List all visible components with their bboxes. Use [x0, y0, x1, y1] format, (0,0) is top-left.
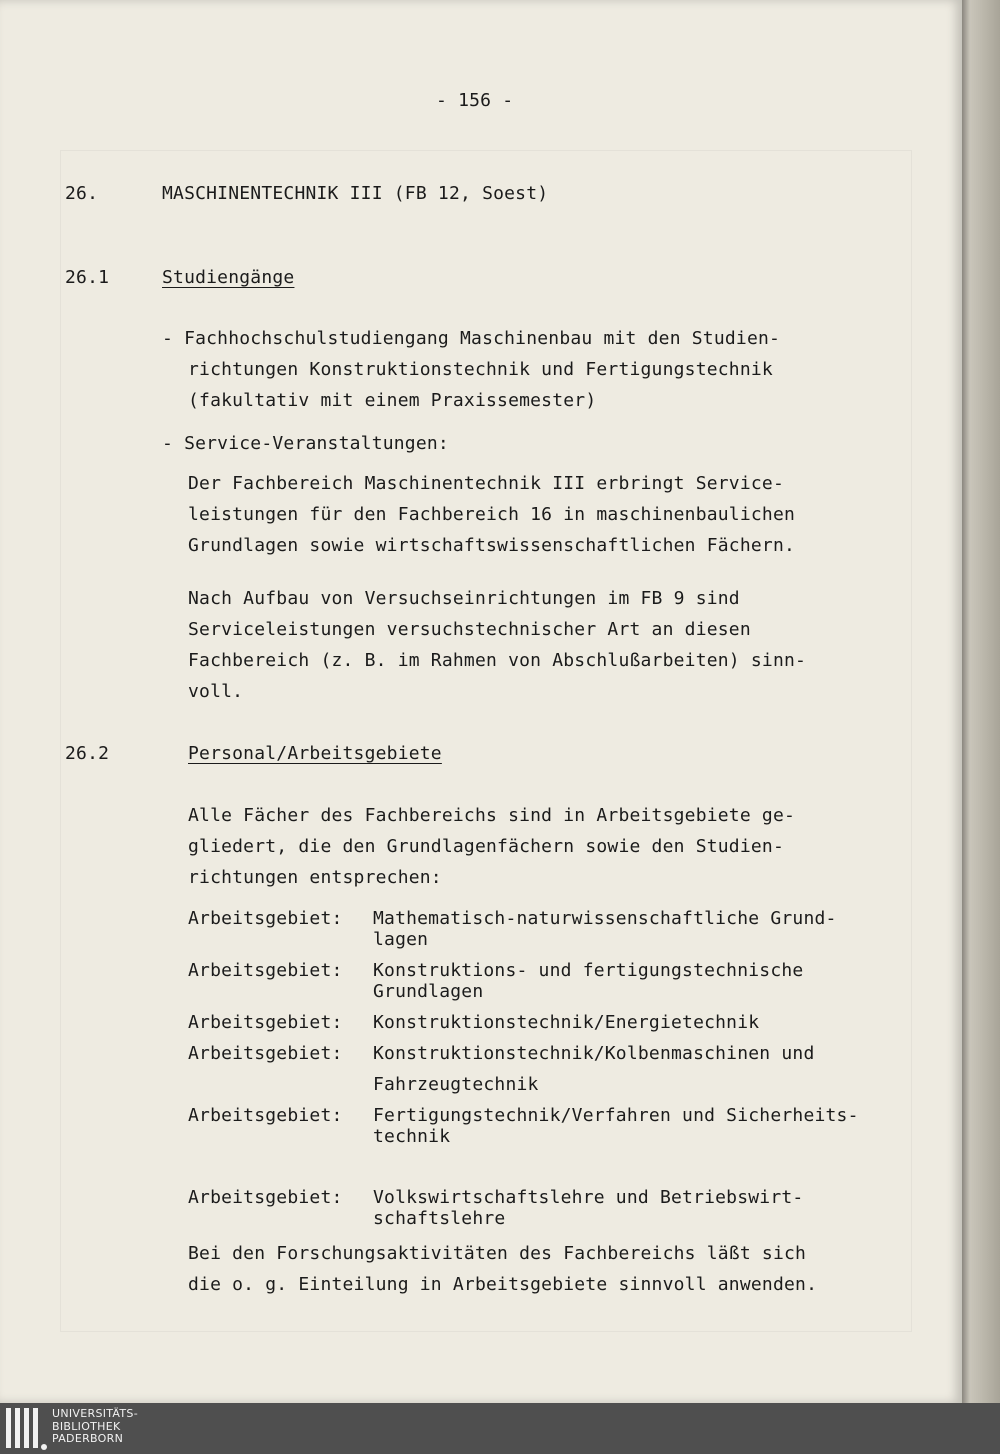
area-text: schaftslehre — [373, 1208, 506, 1229]
area-label: Arbeitsgebiet: — [188, 1012, 343, 1033]
library-logo-icon — [6, 1408, 46, 1450]
page-edge — [962, 0, 1000, 1403]
area-label: Arbeitsgebiet: — [188, 1187, 343, 1208]
area-text: Konstruktions- und fertigungstechnische — [373, 960, 804, 981]
area-text: Grundlagen — [373, 981, 484, 1002]
paragraph-line: Alle Fächer des Fachbereichs sind in Arbeitsgebiete ge- — [188, 805, 796, 826]
area-text: lagen — [373, 929, 429, 950]
section-title: MASCHINENTECHNIK III (FB 12, Soest) — [162, 183, 549, 204]
area-label: Arbeitsgebiet: — [188, 960, 343, 981]
page-number: - 156 - — [436, 90, 514, 111]
area-label: Arbeitsgebiet: — [188, 908, 343, 929]
subsection-number: 26.2 — [65, 743, 110, 764]
library-logo-text: UNIVERSITÄTS- BIBLIOTHEK PADERBORN — [52, 1407, 138, 1445]
subsection-number: 26.1 — [65, 267, 110, 288]
paragraph-line: Nach Aufbau von Versuchseinrichtungen im FB 9 sind — [188, 588, 740, 609]
section-number: 26. — [65, 183, 99, 204]
area-label: Arbeitsgebiet: — [188, 1105, 343, 1126]
list-item-line: richtungen Konstruktionstechnik und Fertigungstechnik — [188, 359, 773, 380]
paragraph-line: leistungen für den Fachbereich 16 in maschinenbaulichen — [188, 504, 796, 525]
paragraph-line: Grundlagen sowie wirtschaftswissenschaftlichen Fächern. — [188, 535, 796, 556]
paragraph-line: Fachbereich (z. B. im Rahmen von Abschlußarbeiten) sinn- — [188, 650, 807, 671]
list-item: - Service-Veranstaltungen: — [162, 433, 449, 454]
area-text: Konstruktionstechnik/Energietechnik — [373, 1012, 760, 1033]
paragraph-line: Serviceleistungen versuchstechnischer Art an diesen — [188, 619, 751, 640]
list-item-line: - Fachhochschulstudiengang Maschinenbau mit den Studien- — [162, 328, 781, 349]
paragraph-line: Bei den Forschungsaktivitäten des Fachbereichs läßt sich — [188, 1243, 807, 1264]
area-text: Fahrzeugtechnik — [373, 1074, 539, 1095]
subsection-heading: Studiengänge — [162, 267, 295, 288]
area-text: technik — [373, 1126, 451, 1147]
area-label: Arbeitsgebiet: — [188, 1043, 343, 1064]
area-text: Mathematisch-naturwissenschaftliche Grund- — [373, 908, 837, 929]
paragraph-line: voll. — [188, 681, 244, 702]
paragraph-line: richtungen entsprechen: — [188, 867, 442, 888]
subsection-heading: Personal/Arbeitsgebiete — [188, 743, 442, 764]
area-text: Konstruktionstechnik/Kolbenmaschinen und — [373, 1043, 815, 1064]
paragraph-line: die o. g. Einteilung in Arbeitsgebiete sinnvoll anwenden. — [188, 1274, 818, 1295]
list-item-line: (fakultativ mit einem Praxissemester) — [188, 390, 597, 411]
area-text: Volkswirtschaftslehre und Betriebswirt- — [373, 1187, 804, 1208]
paragraph-line: gliedert, die den Grundlagenfächern sowie den Studien- — [188, 836, 784, 857]
library-footer — [0, 1403, 1000, 1454]
area-text: Fertigungstechnik/Verfahren und Sicherheits- — [373, 1105, 859, 1126]
paragraph-line: Der Fachbereich Maschinentechnik III erbringt Service- — [188, 473, 784, 494]
